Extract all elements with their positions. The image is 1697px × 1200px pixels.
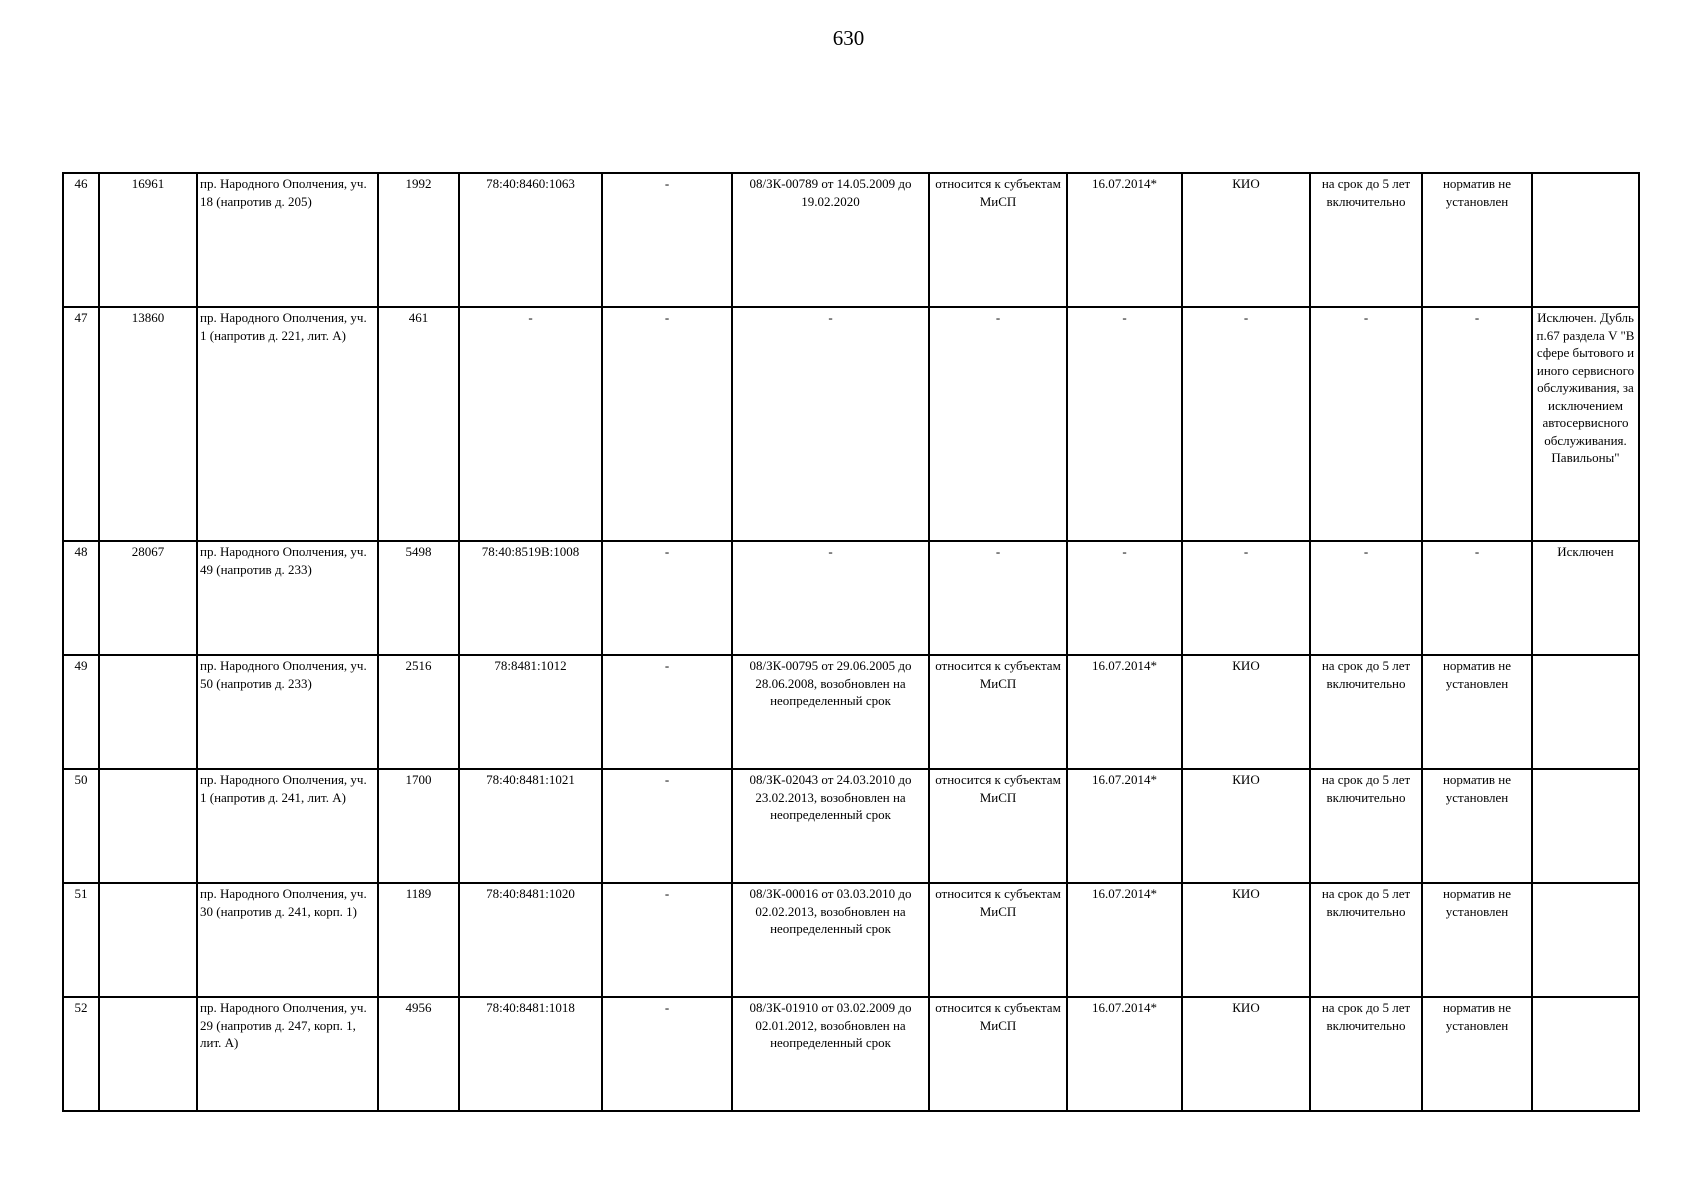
object-id-cell <box>99 769 197 883</box>
table-row <box>63 541 1639 655</box>
norm-cell: норматив не установлен <box>1422 997 1532 1111</box>
cadastral-number-cell: 78:40:8481:1018 <box>459 997 602 1111</box>
term-cell: - <box>1310 307 1422 541</box>
norm-cell: норматив не установлен <box>1422 769 1532 883</box>
norm-cell: норматив не установлен <box>1422 883 1532 997</box>
organization-cell: КИО <box>1182 997 1310 1111</box>
term-cell: на срок до 5 лет включительно <box>1310 173 1422 307</box>
area-cell: 2516 <box>378 655 459 769</box>
table-row <box>63 307 1639 541</box>
area-cell: 461 <box>378 307 459 541</box>
column-6-cell: - <box>602 655 732 769</box>
row-number-cell: 52 <box>63 997 99 1111</box>
column-6-cell: - <box>602 173 732 307</box>
date-cell: 16.07.2014* <box>1067 769 1182 883</box>
table-row <box>63 997 1639 1111</box>
area-cell: 1700 <box>378 769 459 883</box>
norm-cell: норматив не установлен <box>1422 655 1532 769</box>
column-6-cell: - <box>602 307 732 541</box>
date-cell: 16.07.2014* <box>1067 883 1182 997</box>
term-cell: - <box>1310 541 1422 655</box>
smb-status-cell: относится к субъектам МиСП <box>929 997 1067 1111</box>
organization-cell: КИО <box>1182 173 1310 307</box>
address-cell: пр. Народного Ополчения, уч. 50 (напротив д. 233) <box>197 655 378 769</box>
norm-cell: - <box>1422 541 1532 655</box>
table-row <box>63 883 1639 997</box>
object-id-cell: 28067 <box>99 541 197 655</box>
contract-cell: 08/ЗК-02043 от 24.03.2010 до 23.02.2013, возобновлен на неопределенный срок <box>732 769 929 883</box>
term-cell: на срок до 5 лет включительно <box>1310 769 1422 883</box>
note-cell <box>1532 173 1639 307</box>
contract-cell: 08/ЗК-00795 от 29.06.2005 до 28.06.2008, возобновлен на неопределенный срок <box>732 655 929 769</box>
note-cell: Исключен. Дубль п.67 раздела V "В сфере бытового и иного сервисного обслуживания, за исключением автосервисного обслуживания. Павильоны" <box>1532 307 1639 541</box>
table-row <box>63 655 1639 769</box>
object-id-cell <box>99 997 197 1111</box>
cadastral-number-cell: 78:8481:1012 <box>459 655 602 769</box>
column-6-cell: - <box>602 769 732 883</box>
cadastral-number-cell: 78:40:8519В:1008 <box>459 541 602 655</box>
organization-cell: КИО <box>1182 769 1310 883</box>
address-cell: пр. Народного Ополчения, уч. 29 (напротив д. 247, корп. 1, лит. А) <box>197 997 378 1111</box>
cadastral-number-cell: 78:40:8460:1063 <box>459 173 602 307</box>
object-id-cell: 16961 <box>99 173 197 307</box>
smb-status-cell: - <box>929 307 1067 541</box>
address-cell: пр. Народного Ополчения, уч. 1 (напротив д. 221, лит. А) <box>197 307 378 541</box>
note-cell <box>1532 769 1639 883</box>
norm-cell: норматив не установлен <box>1422 173 1532 307</box>
contract-cell: - <box>732 307 929 541</box>
column-6-cell: - <box>602 541 732 655</box>
address-cell: пр. Народного Ополчения, уч. 1 (напротив д. 241, лит. А) <box>197 769 378 883</box>
date-cell: 16.07.2014* <box>1067 997 1182 1111</box>
row-number-cell: 50 <box>63 769 99 883</box>
note-cell <box>1532 655 1639 769</box>
term-cell: на срок до 5 лет включительно <box>1310 655 1422 769</box>
organization-cell: КИО <box>1182 655 1310 769</box>
cadastral-number-cell: 78:40:8481:1020 <box>459 883 602 997</box>
smb-status-cell: относится к субъектам МиСП <box>929 769 1067 883</box>
organization-cell: КИО <box>1182 883 1310 997</box>
cadastral-number-cell: - <box>459 307 602 541</box>
address-cell: пр. Народного Ополчения, уч. 30 (напротив д. 241, корп. 1) <box>197 883 378 997</box>
column-6-cell: - <box>602 883 732 997</box>
row-number-cell: 51 <box>63 883 99 997</box>
area-cell: 1992 <box>378 173 459 307</box>
area-cell: 5498 <box>378 541 459 655</box>
object-id-cell: 13860 <box>99 307 197 541</box>
contract-cell: 08/ЗК-00789 от 14.05.2009 до 19.02.2020 <box>732 173 929 307</box>
smb-status-cell: - <box>929 541 1067 655</box>
cadastral-number-cell: 78:40:8481:1021 <box>459 769 602 883</box>
note-cell: Исключен <box>1532 541 1639 655</box>
date-cell: 16.07.2014* <box>1067 173 1182 307</box>
page-number: 630 <box>832 26 865 50</box>
term-cell: на срок до 5 лет включительно <box>1310 997 1422 1111</box>
address-cell: пр. Народного Ополчения, уч. 18 (напротив д. 205) <box>197 173 378 307</box>
object-id-cell <box>99 655 197 769</box>
note-cell <box>1532 883 1639 997</box>
row-number-cell: 46 <box>63 173 99 307</box>
smb-status-cell: относится к субъектам МиСП <box>929 883 1067 997</box>
organization-cell: - <box>1182 541 1310 655</box>
address-cell: пр. Народного Ополчения, уч. 49 (напротив д. 233) <box>197 541 378 655</box>
date-cell: 16.07.2014* <box>1067 655 1182 769</box>
table-row <box>63 173 1639 307</box>
area-cell: 1189 <box>378 883 459 997</box>
term-cell: на срок до 5 лет включительно <box>1310 883 1422 997</box>
table-row <box>63 769 1639 883</box>
contract-cell: - <box>732 541 929 655</box>
contract-cell: 08/ЗК-00016 от 03.03.2010 до 02.02.2013, возобновлен на неопределенный срок <box>732 883 929 997</box>
organization-cell: - <box>1182 307 1310 541</box>
column-6-cell: - <box>602 997 732 1111</box>
note-cell <box>1532 997 1639 1111</box>
date-cell: - <box>1067 541 1182 655</box>
row-number-cell: 49 <box>63 655 99 769</box>
norm-cell: - <box>1422 307 1532 541</box>
row-number-cell: 47 <box>63 307 99 541</box>
object-id-cell <box>99 883 197 997</box>
area-cell: 4956 <box>378 997 459 1111</box>
contract-cell: 08/ЗК-01910 от 03.02.2009 до 02.01.2012, возобновлен на неопределенный срок <box>732 997 929 1111</box>
smb-status-cell: относится к субъектам МиСП <box>929 173 1067 307</box>
smb-status-cell: относится к субъектам МиСП <box>929 655 1067 769</box>
row-number-cell: 48 <box>63 541 99 655</box>
date-cell: - <box>1067 307 1182 541</box>
register-table <box>62 172 1640 1112</box>
